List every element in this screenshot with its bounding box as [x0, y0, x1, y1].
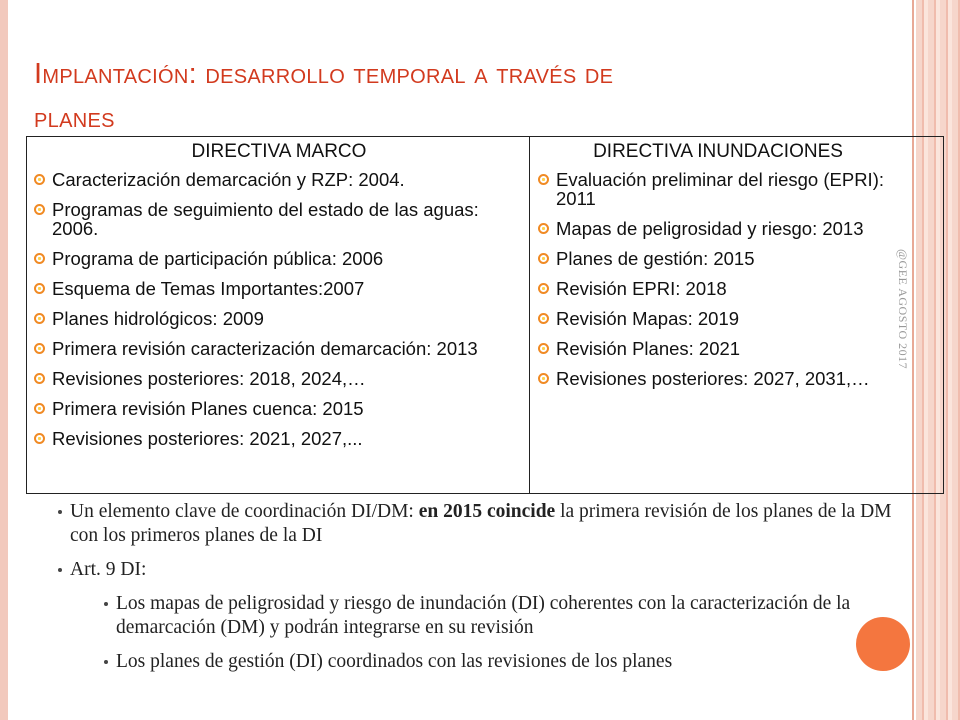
bullet-dot-icon — [58, 568, 62, 572]
slide-title-line2: planes — [34, 102, 115, 134]
bullet-icon — [34, 313, 45, 324]
list-item — [538, 369, 898, 388]
directiva-marco-list — [34, 170, 524, 448]
list-item-text: Revisiones posteriores: 2018, 2024,… — [52, 368, 366, 389]
list-item-text: Planes de gestión: 2015 — [556, 248, 755, 269]
body-subparagraph — [102, 592, 916, 640]
bullet-dot-icon — [58, 510, 62, 514]
list-item-text: Programas de seguimiento del estado de las aguas: 2006. — [52, 199, 479, 239]
list-item-text: Revisión Mapas: 2019 — [556, 308, 740, 329]
panel-divider — [529, 136, 530, 494]
directiva-marco-heading: DIRECTIVA MARCO — [191, 141, 367, 162]
list-item-text: Planes hidrológicos: 2009 — [52, 308, 264, 329]
body-text — [56, 500, 916, 684]
list-item — [538, 339, 898, 358]
bullet-icon — [34, 343, 45, 354]
list-item-text: Esquema de Temas Importantes:2007 — [52, 278, 365, 299]
list-item — [538, 170, 898, 208]
body-subparagraph — [102, 650, 916, 674]
p1-text: Un elemento clave de coordinación DI/DM: — [70, 501, 419, 522]
slide-left-border — [0, 0, 8, 720]
bullet-icon — [34, 433, 45, 444]
list-item — [538, 219, 898, 238]
list-item-text: Primera revisión Planes cuenca: 2015 — [52, 398, 364, 419]
list-item — [34, 369, 524, 388]
list-item-text: Revisión Planes: 2021 — [556, 338, 741, 359]
bullet-icon — [538, 313, 549, 324]
list-item-text: Primera revisión caracterización demarcación: 2013 — [52, 338, 478, 359]
list-item-text: Revisión EPRI: 2018 — [556, 278, 727, 299]
bullet-icon — [34, 204, 45, 215]
directiva-marco-column — [34, 140, 524, 459]
list-item — [538, 279, 898, 298]
bullet-icon — [34, 174, 45, 185]
sub2-text: Los planes de gestión (DI) coordinados con las revisiones de los planes — [116, 651, 673, 672]
bullet-icon — [538, 283, 549, 294]
list-item-text: Caracterización demarcación y RZP: 2004. — [52, 169, 405, 190]
bullet-icon — [34, 283, 45, 294]
directiva-inundaciones-list — [538, 170, 898, 388]
list-item — [538, 309, 898, 328]
list-item — [538, 249, 898, 268]
body-paragraph — [56, 500, 916, 548]
directiva-inundaciones-column — [538, 140, 898, 399]
list-item — [34, 249, 524, 268]
p1-text-after: la primera revisión de los planes de la DM con los primeros planes de la DI — [70, 501, 892, 546]
list-item-text: Revisiones posteriores: 2027, 2031,… — [556, 368, 870, 389]
bullet-icon — [34, 403, 45, 414]
slide-title-line1: Implantación: desarrollo temporal a través de — [34, 58, 614, 90]
bullet-icon — [34, 253, 45, 264]
p2-text: Art. 9 DI: — [70, 559, 147, 580]
list-item-text: Mapas de peligrosidad y riesgo: 2013 — [556, 218, 864, 239]
sub1-text: Los mapas de peligrosidad y riesgo de inundación (DI) coherentes con la caracterización de la demarcación (DM) y podrán integrarse en su revisión — [116, 593, 851, 638]
bullet-dot-icon — [104, 602, 108, 606]
list-item — [34, 429, 524, 448]
list-item-text: Revisiones posteriores: 2021, 2027,... — [52, 428, 363, 449]
bullet-icon — [34, 373, 45, 384]
body-paragraph — [56, 558, 916, 582]
bullet-icon — [538, 223, 549, 234]
list-item — [34, 200, 524, 238]
bullet-icon — [538, 174, 549, 185]
directiva-inundaciones-heading: DIRECTIVA INUNDACIONES — [593, 141, 843, 162]
bullet-icon — [538, 373, 549, 384]
copyright-tag: @GEE AGOSTO 2017 — [896, 249, 910, 370]
list-item — [34, 339, 524, 358]
list-item — [34, 279, 524, 298]
list-item-text: Programa de participación pública: 2006 — [52, 248, 384, 269]
list-item — [34, 309, 524, 328]
decorative-circle — [856, 617, 910, 671]
p1-bold: en 2015 coincide — [418, 501, 556, 522]
list-item — [34, 170, 524, 189]
list-item-text: Evaluación preliminar del riesgo (EPRI): 2011 — [556, 169, 884, 209]
bullet-icon — [538, 343, 549, 354]
slide-title — [34, 52, 894, 140]
bullet-dot-icon — [104, 660, 108, 664]
list-item — [34, 399, 524, 418]
bullet-icon — [538, 253, 549, 264]
